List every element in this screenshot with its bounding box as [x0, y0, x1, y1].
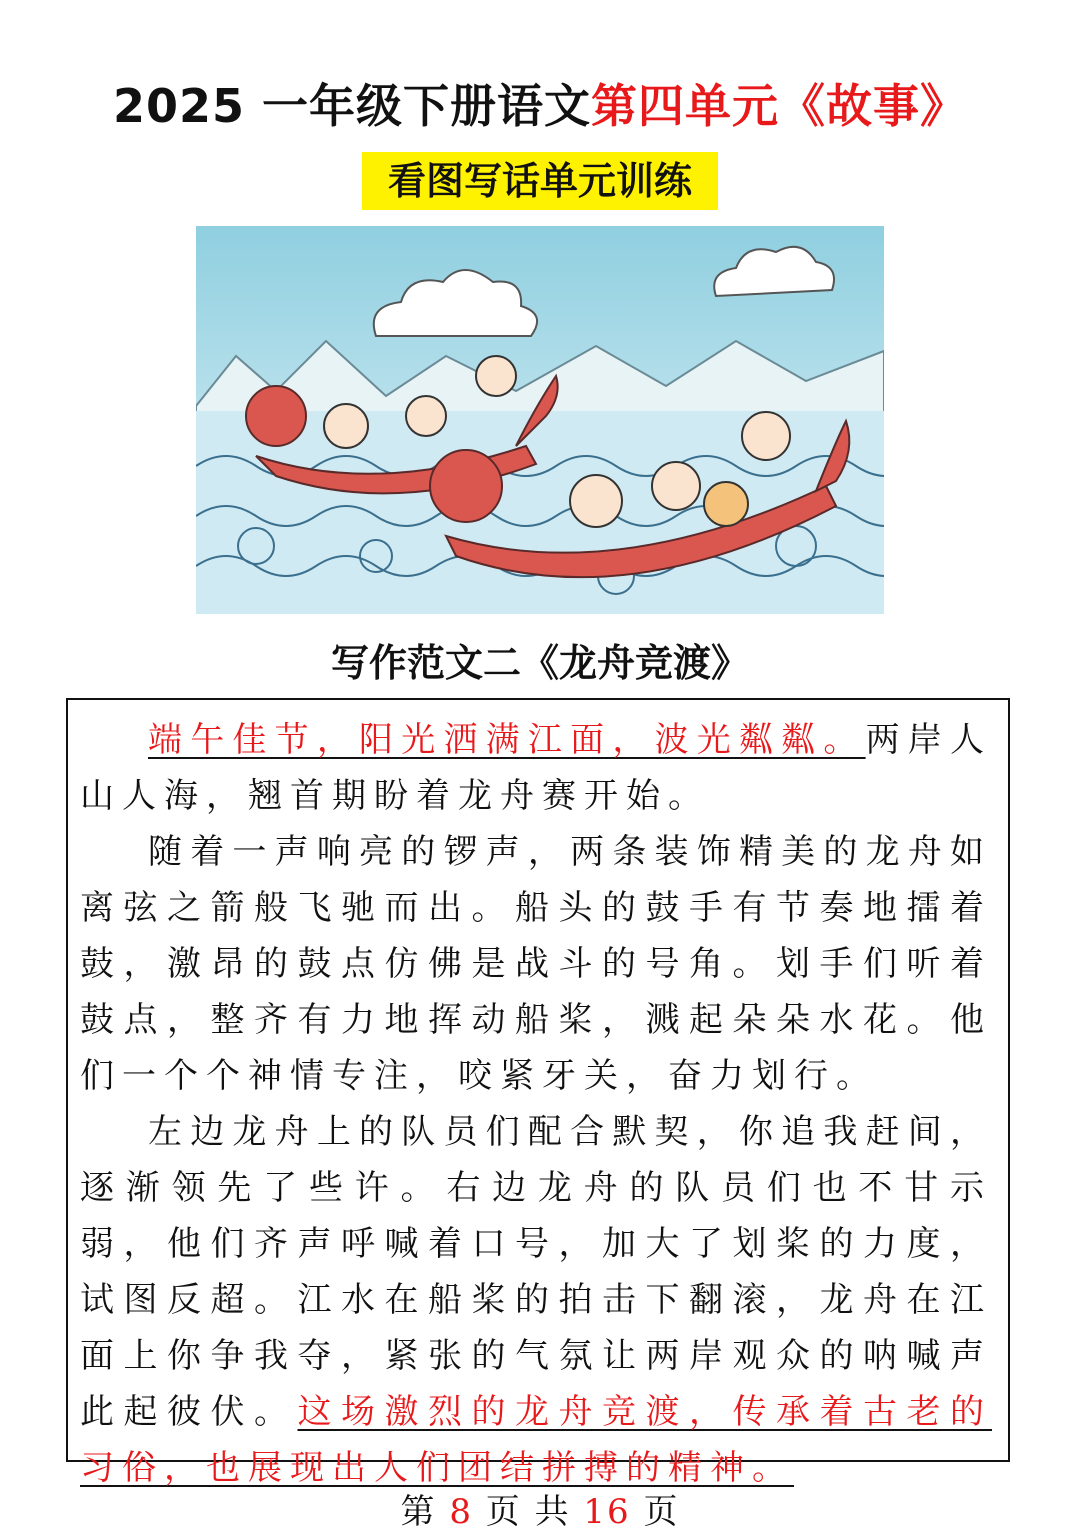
essay-paragraph-2: 随着一声响亮的锣声，两条装饰精美的龙舟如离弦之箭般飞驰而出。船头的鼓手有节奏地擂着鼓，激昂的鼓点仿佛是战斗的号角。划手们听着鼓点，整齐有力地挥动船桨，溅起朵朵水花。他们一个个神情专注，咬紧牙关，奋力划行。 [80, 832, 992, 1096]
title-unit-highlight: 第四单元《故事》 [591, 79, 968, 133]
current-page-number: 8 [449, 1492, 473, 1532]
page-suffix: 页 [630, 1492, 680, 1532]
subtitle-banner: 看图写话单元训练 [362, 152, 718, 210]
page-prefix: 第 [400, 1492, 450, 1532]
page-title [0, 70, 1080, 136]
title-prefix: 2025 一年级下册语文 [112, 79, 592, 133]
total-pages-number: 16 [583, 1492, 631, 1532]
essay-paragraph-3-text: 左边龙舟上的队员们配合默契，你追我赶间，逐渐领先了些许。右边龙舟的队员们也不甘示弱，他们齐声呼喊着口号，加大了划桨的力度，试图反超。江水在船桨的拍击下翻滚，龙舟在江面上你争我夺，紧张的气氛让两岸观众的呐喊声此起彼伏。 [80, 1112, 992, 1432]
dragon-boat-illustration [196, 226, 884, 614]
essay-paragraph-1-highlight: 端午佳节，阳光洒满江面，波光粼粼。 [148, 720, 866, 760]
essay-box [66, 698, 1010, 1488]
page-indicator [0, 1484, 1080, 1533]
essay-paragraph-1-text: 两岸人山人海，翘首期盼着龙舟赛开始。 [80, 720, 992, 816]
essay-paragraph-3 [80, 1104, 992, 1496]
essay-paragraph-3-highlight: 这场激烈的龙舟竞渡，传承着古老的习俗，也展现出人们团结拼搏的精神。 [80, 1392, 992, 1488]
page-middle: 页 共 [472, 1492, 584, 1532]
essay-title: 写作范文二《龙舟竞渡》 [330, 641, 749, 685]
essay-paragraph-1 [80, 712, 992, 824]
